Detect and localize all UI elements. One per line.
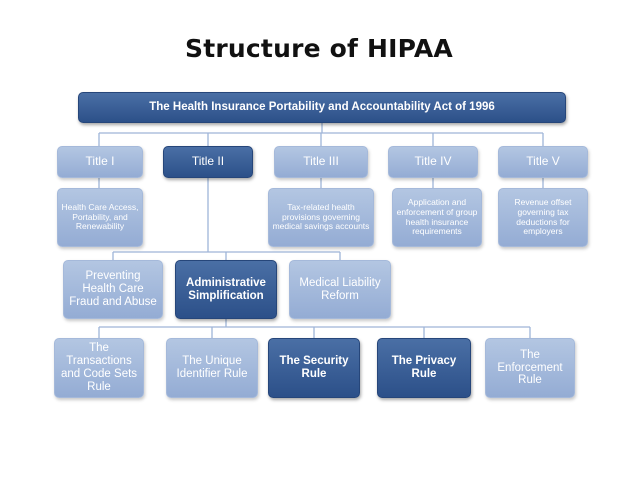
enforcement-rule-box: The Enforcement Rule xyxy=(485,338,575,398)
title-v-box: Title V xyxy=(498,146,588,178)
page-title: Structure of HIPAA xyxy=(185,34,453,63)
unique-identifier-rule-box: The Unique Identifier Rule xyxy=(166,338,258,398)
title-iii-description: Tax-related health provisions governing medical savings accounts xyxy=(268,188,374,247)
act-box: The Health Insurance Portability and Accountability Act of 1996 xyxy=(78,92,566,123)
administrative-simplification-box: Administrative Simplification xyxy=(175,260,277,319)
title-iv-box: Title IV xyxy=(388,146,478,178)
title-i-box: Title I xyxy=(57,146,143,178)
medical-liability-box: Medical Liability Reform xyxy=(289,260,391,319)
title-v-description: Revenue offset governing tax deductions for employers xyxy=(498,188,588,247)
title-i-description: Health Care Access, Portability, and Renewability xyxy=(57,188,143,247)
title-iii-box: Title III xyxy=(274,146,368,178)
title-iv-description: Application and enforcement of group health insurance requirements xyxy=(392,188,482,247)
title-ii-box: Title II xyxy=(163,146,253,178)
transactions-code-sets-rule-box: The Transactions and Code Sets Rule xyxy=(54,338,144,398)
fraud-abuse-box: Preventing Health Care Fraud and Abuse xyxy=(63,260,163,319)
privacy-rule-box: The Privacy Rule xyxy=(377,338,471,398)
security-rule-box: The Security Rule xyxy=(268,338,360,398)
